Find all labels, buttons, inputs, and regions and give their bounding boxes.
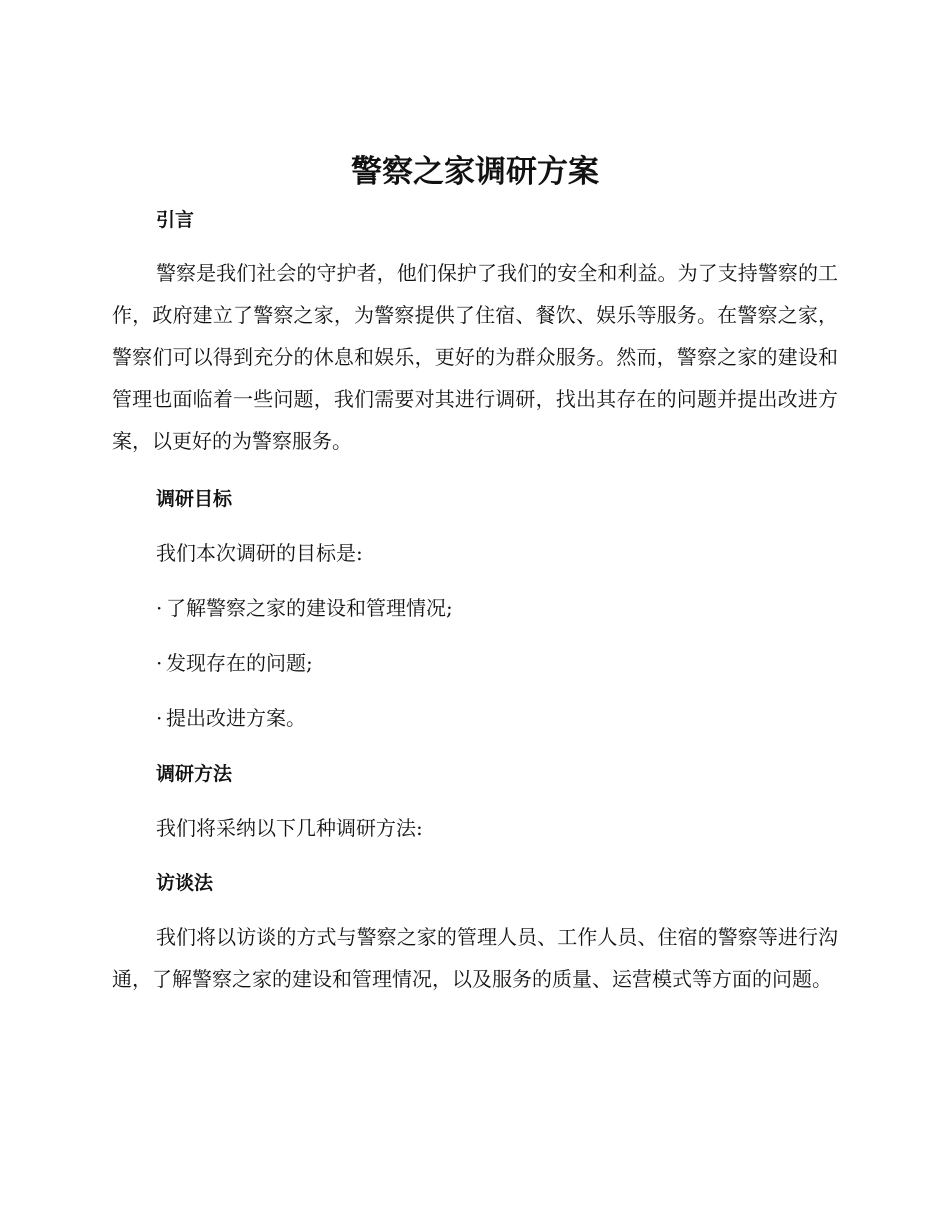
list-item [156, 593, 453, 623]
section-heading-methods: 调研方法 [156, 763, 233, 785]
list-item [156, 648, 313, 678]
methods-lead-text: 我们将采纳以下几种调研方法: [156, 816, 423, 840]
bullet-icon: · [156, 651, 163, 675]
document-title: 警察之家调研方案 [351, 154, 599, 190]
section-heading-intro: 引言 [156, 209, 195, 231]
list-item-text: 了解警察之家的建设和管理情况; [166, 596, 453, 620]
section-heading-goals: 调研目标 [156, 488, 233, 510]
interview-paragraph: 我们将以访谈的方式与警察之家的管理人员、工作人员、住宿的警察等进行沟通，了解警察之家的建设和管理情况，以及服务的质量、运营模式等方面的问题。 [112, 925, 838, 991]
bullet-icon: · [156, 596, 163, 620]
goals-lead-text: 我们本次调研的目标是: [156, 541, 363, 565]
bullet-icon: · [156, 706, 163, 730]
list-item-text: 发现存在的问题; [166, 651, 313, 675]
list-item [156, 703, 306, 733]
intro-paragraph: 警察是我们社会的守护者，他们保护了我们的安全和利益。为了支持警察的工作，政府建立了警察之家，为警察提供了住宿、餐饮、娱乐等服务。在警察之家，警察们可以得到充分的休息和娱乐，更好的为群众服务。然而，警察之家的建设和管理也面临着一些问题，我们需要对其进行调研，找出其存在的问题并提出改进方案，以更好的为警察服务。 [112, 261, 838, 453]
section-heading-interview: 访谈法 [156, 872, 214, 894]
list-item-text: 提出改进方案。 [166, 706, 306, 730]
